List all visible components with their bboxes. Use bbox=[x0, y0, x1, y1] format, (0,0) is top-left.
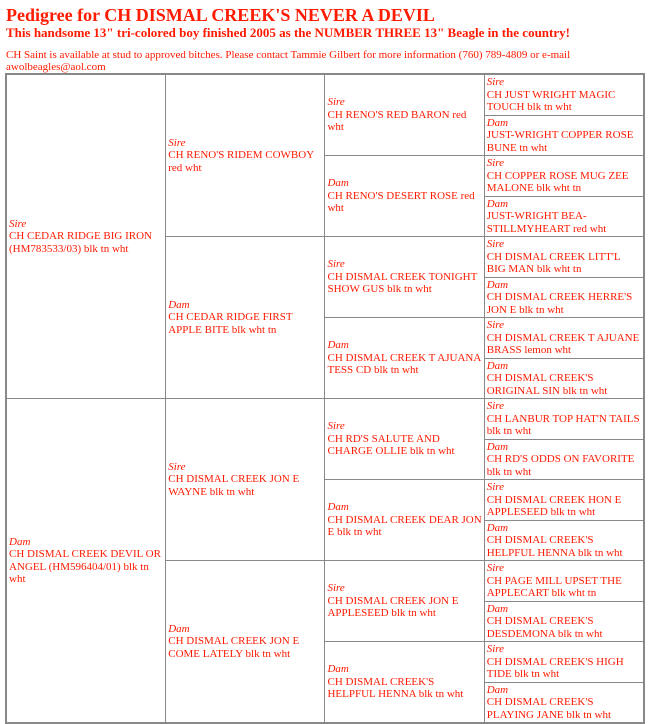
ancestor-cell-gen4 bbox=[484, 561, 644, 602]
ancestor-role: Dam bbox=[486, 602, 509, 615]
ancestor-role: Dam bbox=[486, 278, 509, 291]
ancestor-name: CH LANBUR TOP HAT'N TAILS blk tn wht bbox=[486, 412, 640, 437]
ancestor-role: Sire bbox=[486, 157, 505, 169]
ancestor-name: CH RENO'S RIDEM COWBOY red wht bbox=[168, 149, 314, 174]
contact-info: CH Saint is available at stud to approved bitches. Please contact Tammie Gilbert for more information (760) 789-4809 or e-mail awolbeagles@aol.com bbox=[6, 49, 571, 73]
ancestor-cell-gen1 bbox=[6, 74, 166, 399]
ancestor-name: CH DISMAL CREEK JON E APPLESEED blk tn wht bbox=[327, 594, 459, 620]
ancestor-cell-gen4 bbox=[484, 520, 644, 561]
ancestor-name: CH CEDAR RIDGE FIRST APPLE BITE blk wht tn bbox=[168, 311, 293, 336]
ancestor-cell-gen4 bbox=[484, 196, 644, 237]
ancestor-name: CH DISMAL CREEK DEVIL OR ANGEL (HM596404/01) blk tn wht bbox=[9, 548, 161, 585]
ancestor-role: Sire bbox=[486, 238, 505, 250]
page-subtitle: This handsome 13" tri-colored boy finished 2005 as the NUMBER THREE 13" Beagle in the country! bbox=[6, 25, 570, 40]
ancestor-cell-gen4 bbox=[484, 399, 644, 440]
ancestor-name: CH DISMAL CREEK'S PLAYING JANE blk tn wht bbox=[486, 696, 611, 721]
ancestor-name: CH RENO'S DESERT ROSE red wht bbox=[327, 189, 475, 215]
ancestor-cell-gen3 bbox=[325, 156, 484, 237]
ancestor-cell-gen4 bbox=[484, 115, 644, 156]
ancestor-cell-gen3 bbox=[325, 318, 484, 399]
ancestor-cell-gen2 bbox=[166, 561, 325, 724]
pedigree-row bbox=[6, 399, 644, 440]
ancestor-name: CH DISMAL CREEK HERRE'S JON E blk tn wht bbox=[486, 291, 633, 316]
ancestor-cell-gen2 bbox=[166, 74, 325, 237]
ancestor-role: Sire bbox=[327, 96, 345, 109]
ancestor-cell-gen3 bbox=[325, 399, 484, 480]
ancestor-cell-gen4 bbox=[484, 74, 644, 115]
ancestor-cell-gen4 bbox=[484, 439, 644, 480]
ancestor-role: Sire bbox=[486, 319, 505, 331]
ancestor-role: Sire bbox=[486, 76, 505, 88]
ancestor-cell-gen4 bbox=[484, 480, 644, 521]
ancestor-role: Sire bbox=[486, 643, 505, 655]
ancestor-cell-gen4 bbox=[484, 237, 644, 278]
ancestor-name: CH DISMAL CREEK LITT'L BIG MAN blk wht tn bbox=[486, 250, 621, 275]
ancestor-cell-gen3 bbox=[325, 480, 484, 561]
ancestor-role: Dam bbox=[486, 116, 509, 129]
ancestor-name: CH DISMAL CREEK TONIGHT SHOW GUS blk tn wht bbox=[327, 270, 478, 296]
ancestor-cell-gen3 bbox=[325, 74, 484, 156]
ancestor-role: Sire bbox=[486, 400, 505, 412]
ancestor-name: CH PAGE MILL UPSET THE APPLECART blk wht tn bbox=[486, 574, 622, 599]
ancestor-cell-gen4 bbox=[484, 642, 644, 683]
ancestor-cell-gen3 bbox=[325, 561, 484, 642]
ancestor-name: CH RENO'S RED BARON red wht bbox=[327, 108, 467, 134]
ancestor-role: Dam bbox=[486, 521, 509, 534]
ancestor-name: CH DISMAL CREEK JON E COME LATELY blk tn wht bbox=[168, 635, 300, 660]
ancestor-name: CH RD'S SALUTE AND CHARGE OLLIE blk tn wht bbox=[327, 432, 455, 458]
ancestor-name: CH DISMAL CREEK JON E WAYNE blk tn wht bbox=[168, 473, 300, 498]
ancestor-role: Sire bbox=[327, 582, 345, 595]
ancestor-role: Sire bbox=[9, 217, 27, 230]
ancestor-name: CH COPPER ROSE MUG ZEE MALONE blk wht tn bbox=[486, 169, 629, 194]
ancestor-name: CH DISMAL CREEK HON E APPLESEED blk tn wht bbox=[486, 493, 622, 518]
ancestor-name: CH DISMAL CREEK DEAR JON E blk tn wht bbox=[327, 513, 482, 539]
pedigree-row bbox=[6, 74, 644, 115]
page-title: Pedigree for CH DISMAL CREEK'S NEVER A DEVIL bbox=[6, 5, 435, 25]
ancestor-name: CH JUST WRIGHT MAGIC TOUCH blk tn wht bbox=[486, 88, 616, 113]
ancestor-name: CH DISMAL CREEK T AJUANA TESS CD blk tn wht bbox=[327, 351, 481, 377]
ancestor-role: Sire bbox=[486, 481, 505, 493]
ancestor-role: Dam bbox=[486, 683, 509, 696]
ancestor-role: Dam bbox=[168, 622, 190, 635]
ancestor-role: Dam bbox=[327, 501, 349, 514]
ancestor-role: Dam bbox=[9, 535, 31, 548]
ancestor-role: Sire bbox=[486, 562, 505, 574]
ancestor-cell-gen4 bbox=[484, 318, 644, 359]
pedigree-table bbox=[5, 73, 645, 724]
ancestor-name: CH DISMAL CREEK'S HELPFUL HENNA blk tn wht bbox=[486, 534, 623, 559]
ancestor-role: Dam bbox=[486, 197, 509, 210]
ancestor-cell-gen3 bbox=[325, 642, 484, 724]
ancestor-cell-gen4 bbox=[484, 358, 644, 399]
ancestor-cell-gen4 bbox=[484, 156, 644, 197]
ancestor-cell-gen3 bbox=[325, 237, 484, 318]
ancestor-role: Sire bbox=[327, 258, 345, 271]
ancestor-name: CH DISMAL CREEK'S DESDEMONA blk tn wht bbox=[486, 615, 603, 640]
ancestor-role: Dam bbox=[486, 359, 509, 372]
ancestor-cell-gen4 bbox=[484, 601, 644, 642]
ancestor-name: JUST-WRIGHT COPPER ROSE BUNE tn wht bbox=[486, 129, 634, 154]
ancestor-role: Dam bbox=[327, 177, 349, 190]
ancestor-name: CH DISMAL CREEK T AJUANE BRASS lemon wht bbox=[486, 331, 640, 356]
ancestor-name: CH DISMAL CREEK'S HIGH TIDE blk tn wht bbox=[486, 655, 624, 680]
ancestor-cell-gen2 bbox=[166, 237, 325, 399]
ancestor-cell-gen1 bbox=[6, 399, 166, 724]
ancestor-name: CH DISMAL CREEK'S ORIGINAL SIN blk tn wht bbox=[486, 372, 608, 397]
ancestor-cell-gen4 bbox=[484, 682, 644, 723]
ancestor-name: CH DISMAL CREEK'S HELPFUL HENNA blk tn wht bbox=[327, 675, 464, 701]
ancestor-role: Sire bbox=[168, 460, 186, 473]
ancestor-role: Sire bbox=[327, 420, 345, 433]
ancestor-name: JUST-WRIGHT BEA-STILLMYHEART red wht bbox=[486, 210, 607, 235]
ancestor-cell-gen4 bbox=[484, 277, 644, 318]
ancestor-role: Sire bbox=[168, 136, 186, 149]
ancestor-name: CH RD'S ODDS ON FAVORITE blk tn wht bbox=[486, 453, 635, 478]
ancestor-role: Dam bbox=[486, 440, 509, 453]
ancestor-name: CH CEDAR RIDGE BIG IRON (HM783533/03) blk tn wht bbox=[9, 230, 152, 255]
ancestor-role: Dam bbox=[327, 339, 349, 352]
ancestor-cell-gen2 bbox=[166, 399, 325, 561]
ancestor-role: Dam bbox=[327, 663, 349, 676]
ancestor-role: Dam bbox=[168, 298, 190, 311]
